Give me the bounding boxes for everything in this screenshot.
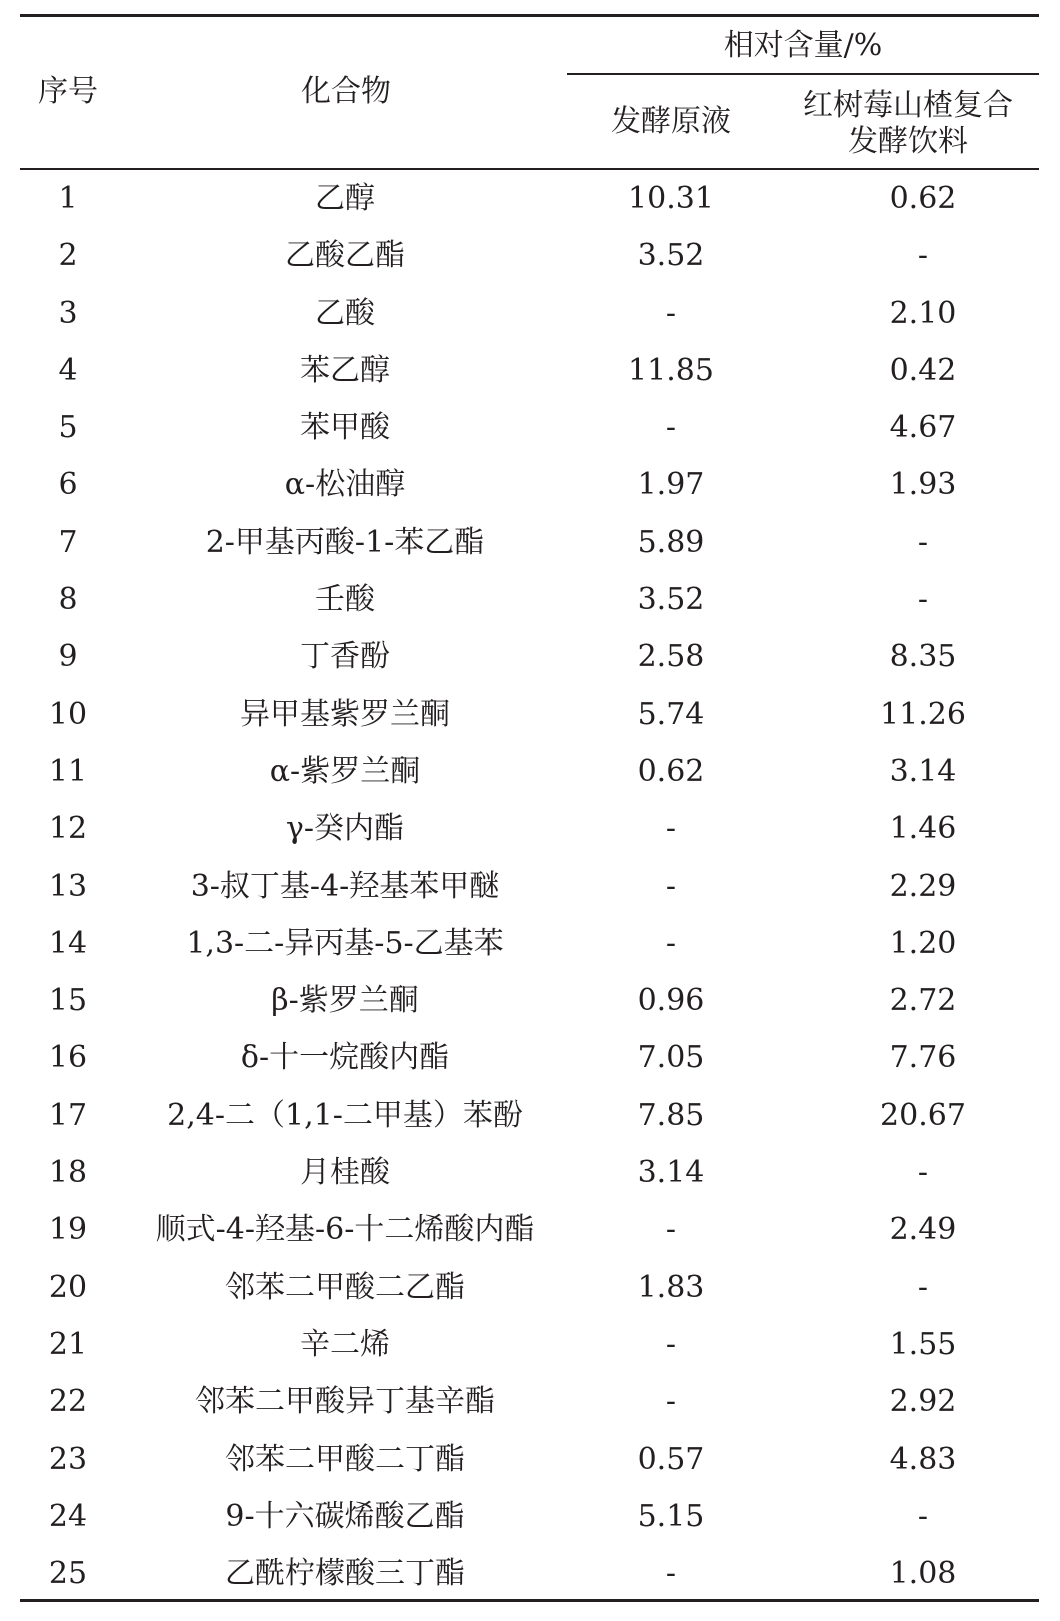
table-row	[20, 972, 1039, 1029]
header-raw-liquid: 发酵原液	[611, 104, 731, 139]
cell-drink: 0.62	[889, 181, 957, 216]
cell-raw: -	[665, 811, 677, 847]
cell-raw: 3.52	[637, 238, 705, 274]
table-row	[20, 628, 1039, 685]
cell-raw: 11.85	[628, 352, 714, 388]
table-row	[20, 1201, 1039, 1258]
cell-compound: 邻苯二甲酸二乙酯	[225, 1269, 465, 1305]
table-row	[20, 1545, 1039, 1602]
cell-index: 6	[58, 467, 78, 503]
cell-index: 14	[48, 925, 88, 961]
cell-drink: -	[917, 524, 929, 560]
cell-raw: -	[665, 925, 677, 961]
cell-drink: -	[917, 582, 929, 618]
cell-drink: -	[917, 1498, 929, 1534]
header-group-rule	[567, 73, 1039, 75]
table-row	[20, 571, 1039, 628]
cell-raw: 0.96	[637, 983, 705, 1019]
cell-compound: 2-甲基丙酸-1-苯乙酯	[205, 524, 485, 560]
cell-index: 9	[58, 639, 78, 675]
table-bottom-rule	[20, 1599, 1039, 1602]
cell-compound: 1,3-二-异丙基-5-乙基苯	[186, 925, 504, 961]
cell-drink: -	[917, 238, 929, 274]
table-body	[20, 170, 1039, 1602]
cell-index: 24	[48, 1498, 88, 1534]
cell-compound: 苯甲酸	[300, 410, 390, 446]
cell-index: 13	[48, 868, 88, 904]
cell-compound: 9-十六碳烯酸乙酯	[225, 1498, 465, 1534]
table-row	[20, 456, 1039, 513]
cell-drink: 1.93	[889, 467, 957, 503]
cell-index: 20	[48, 1269, 88, 1305]
cell-drink: 1.20	[889, 925, 957, 961]
cell-index: 16	[48, 1040, 88, 1076]
cell-index: 1	[58, 181, 78, 216]
cell-compound: δ-十一烷酸内酯	[240, 1040, 450, 1076]
cell-index: 15	[48, 983, 88, 1019]
table-row	[20, 227, 1039, 284]
cell-drink: 1.55	[889, 1326, 957, 1362]
table-row	[20, 170, 1039, 227]
header-compound-drink-line1: 红树莓山楂复合	[803, 88, 1013, 123]
header-compound-drink	[790, 88, 1026, 160]
cell-compound: β-紫罗兰酮	[271, 983, 419, 1019]
cell-raw: -	[665, 1326, 677, 1362]
cell-compound: 乙酸乙酯	[285, 238, 405, 274]
cell-raw: 7.05	[637, 1040, 705, 1076]
cell-compound: 丁香酚	[300, 639, 390, 675]
cell-drink: 4.67	[889, 410, 957, 446]
cell-compound: 3-叔丁基-4-羟基苯甲醚	[190, 868, 500, 904]
cell-raw: -	[665, 1212, 677, 1248]
cell-compound: 月桂酸	[300, 1155, 390, 1191]
cell-drink: 2.72	[889, 983, 957, 1019]
table-row	[20, 1431, 1039, 1488]
table-row	[20, 743, 1039, 800]
cell-compound: 邻苯二甲酸异丁基辛酯	[195, 1384, 495, 1420]
table-row	[20, 1259, 1039, 1316]
cell-index: 21	[48, 1326, 88, 1362]
table-row	[20, 514, 1039, 571]
cell-raw: -	[665, 1556, 677, 1592]
cell-index: 5	[58, 410, 78, 446]
cell-index: 11	[48, 753, 88, 789]
cell-drink: 4.83	[889, 1441, 957, 1477]
cell-compound: 异甲基紫罗兰酮	[240, 696, 450, 732]
table-row	[20, 399, 1039, 456]
table-row	[20, 1316, 1039, 1373]
cell-index: 25	[48, 1556, 88, 1592]
cell-index: 8	[58, 582, 78, 618]
cell-raw: 5.74	[637, 696, 705, 732]
cell-index: 10	[48, 696, 88, 732]
cell-index: 3	[58, 295, 78, 331]
cell-raw: -	[665, 295, 677, 331]
cell-raw: 3.52	[637, 582, 705, 618]
cell-drink: 0.42	[889, 352, 957, 388]
table-row	[20, 1373, 1039, 1430]
table-row	[20, 915, 1039, 972]
cell-drink: 11.26	[880, 696, 966, 732]
cell-drink: 3.14	[889, 753, 957, 789]
cell-index: 12	[48, 811, 88, 847]
table-row	[20, 285, 1039, 342]
table-row	[20, 800, 1039, 857]
table-row	[20, 1029, 1039, 1086]
table-row	[20, 1144, 1039, 1201]
cell-compound: 辛二烯	[300, 1326, 390, 1362]
cell-drink: 2.10	[889, 295, 957, 331]
cell-compound: 邻苯二甲酸二丁酯	[225, 1441, 465, 1477]
cell-compound: 壬酸	[315, 582, 375, 618]
cell-raw: 5.15	[637, 1498, 705, 1534]
cell-raw: 5.89	[637, 524, 705, 560]
cell-compound: 顺式-4-羟基-6-十二烯酸内酯	[155, 1212, 535, 1248]
header-compound: 化合物	[301, 74, 391, 109]
cell-compound: γ-癸内酯	[285, 811, 405, 847]
header-compound-drink-line2: 发酵饮料	[848, 124, 968, 159]
cell-drink: 1.08	[889, 1556, 957, 1592]
header-index: 序号	[38, 74, 98, 109]
cell-raw: -	[665, 410, 677, 446]
table-top-rule	[20, 14, 1039, 17]
cell-drink: 1.46	[889, 811, 957, 847]
cell-drink: 2.92	[889, 1384, 957, 1420]
cell-compound: α-紫罗兰酮	[269, 753, 421, 789]
cell-index: 7	[58, 524, 78, 560]
cell-index: 22	[48, 1384, 88, 1420]
cell-compound: α-松油醇	[284, 467, 406, 503]
cell-raw: -	[665, 1384, 677, 1420]
cell-index: 23	[48, 1441, 88, 1477]
table-row	[20, 858, 1039, 915]
cell-raw: 2.58	[637, 639, 705, 675]
table-row	[20, 342, 1039, 399]
cell-raw: 3.14	[637, 1155, 705, 1191]
cell-raw: 7.85	[637, 1097, 705, 1133]
header-relative-content: 相对含量/%	[723, 28, 883, 63]
cell-drink: 2.49	[889, 1212, 957, 1248]
cell-compound: 乙醇	[315, 181, 375, 216]
cell-compound: 2,4-二（1,1-二甲基）苯酚	[167, 1097, 523, 1133]
cell-drink: 20.67	[880, 1097, 966, 1133]
cell-drink: 7.76	[889, 1040, 957, 1076]
cell-drink: -	[917, 1269, 929, 1305]
table-row	[20, 1087, 1039, 1144]
cell-drink: 2.29	[889, 868, 957, 904]
cell-raw: 1.83	[637, 1269, 705, 1305]
table-row	[20, 1488, 1039, 1545]
cell-drink: -	[917, 1155, 929, 1191]
cell-raw: 10.31	[628, 181, 714, 216]
cell-compound: 乙酰柠檬酸三丁酯	[225, 1556, 465, 1592]
cell-drink: 8.35	[889, 639, 957, 675]
cell-raw: -	[665, 868, 677, 904]
cell-raw: 0.62	[637, 753, 705, 789]
cell-index: 2	[58, 238, 78, 274]
cell-index: 18	[48, 1155, 88, 1191]
cell-index: 17	[48, 1097, 88, 1133]
cell-index: 4	[58, 352, 78, 388]
cell-raw: 1.97	[637, 467, 705, 503]
cell-compound: 苯乙醇	[300, 352, 390, 388]
cell-raw: 0.57	[637, 1441, 705, 1477]
table-row	[20, 686, 1039, 743]
cell-compound: 乙酸	[315, 295, 375, 331]
cell-index: 19	[48, 1212, 88, 1248]
